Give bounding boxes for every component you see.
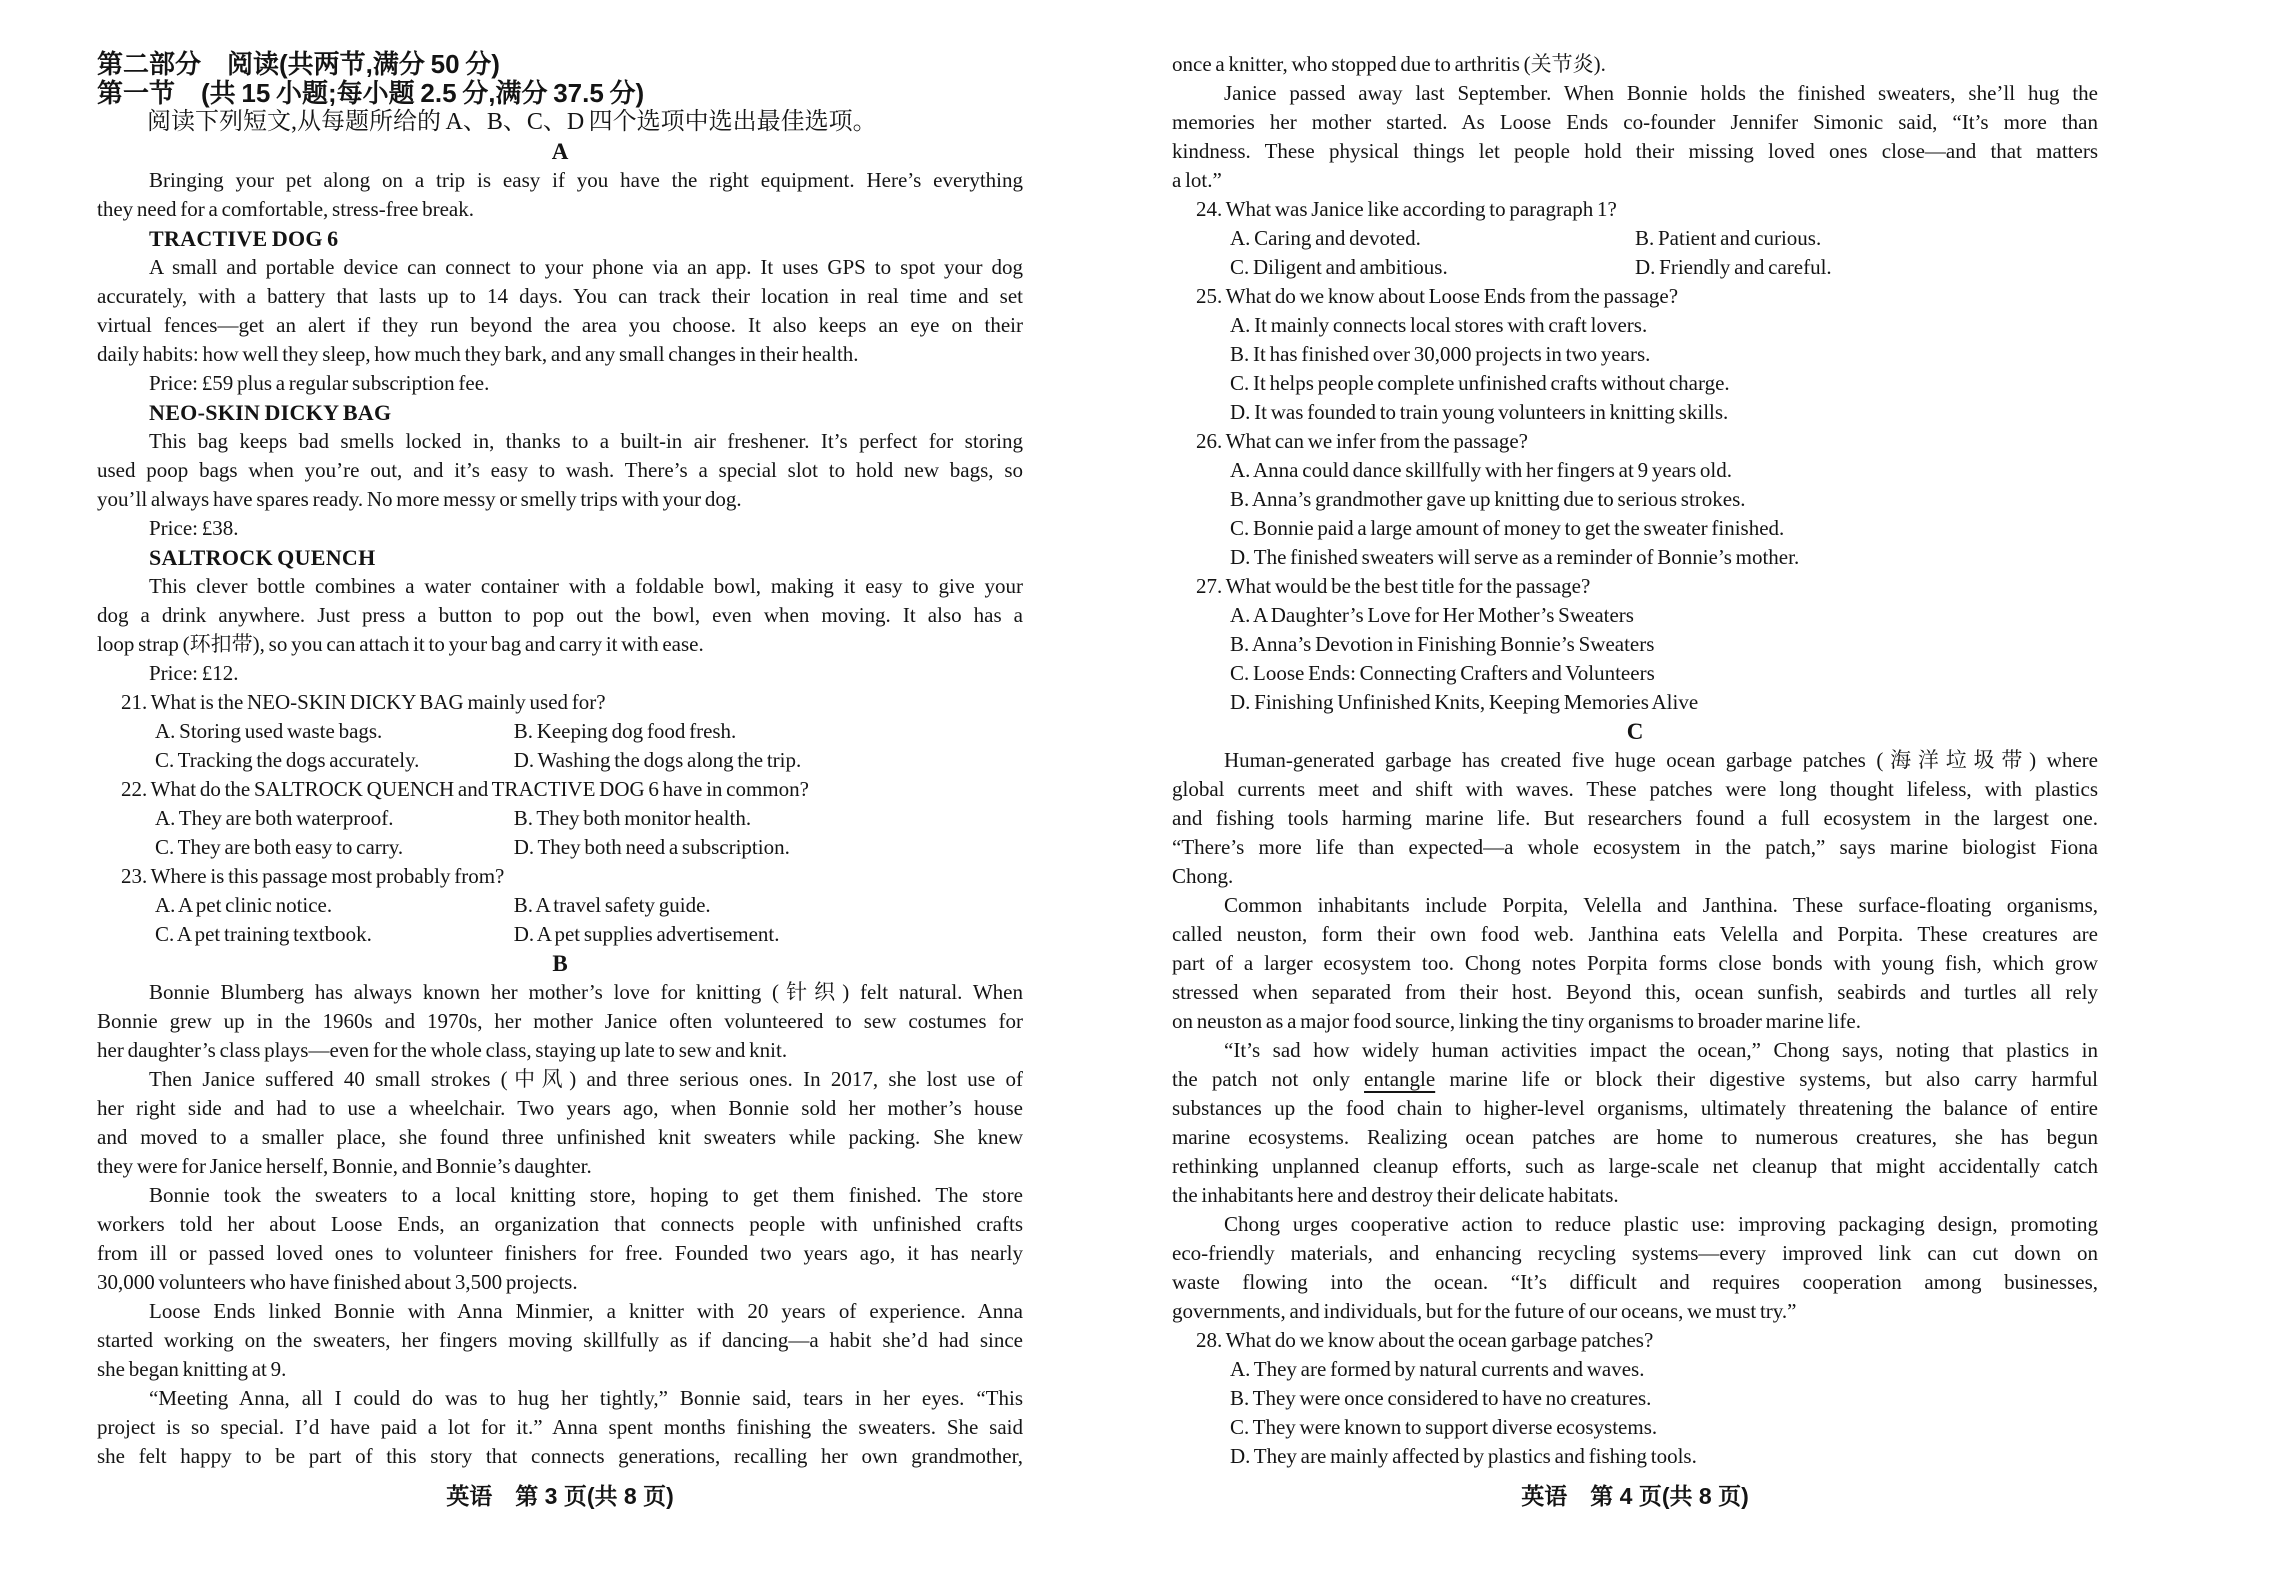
passage-line: kindness. These physical things let people hold their missing loved ones close—and that matters: [1172, 139, 2098, 163]
passage-line: and fishing tools harming marine life. But researchers found a full ecosystem in the largest one.: [1172, 806, 2098, 830]
passage-line: Then Janice suffered 40 small strokes (中风) and three serious ones. In 2017, she lost use of: [149, 1067, 1023, 1091]
passage-line: on neuston as a major food source, linking the tiny organisms to broader marine life.: [1172, 1009, 1861, 1033]
passage-line: [1172, 1065, 2098, 1094]
passage-line: A small and portable device can connect to your phone via an app. It uses GPS to spot your dog: [149, 255, 1023, 279]
option-cell: D. Friendly and careful.: [1635, 255, 1832, 279]
options-row: [97, 717, 1023, 746]
passage-line: her right side and had to use a wheelchair. Two years ago, when Bonnie sold her mother’s house: [97, 1096, 1023, 1120]
question-line: 24. What was Janice like according to paragraph 1?: [1196, 197, 1617, 221]
passage-line: from ill or passed loved ones to volunteer finishers for free. Founded two years ago, it has nearly: [97, 1241, 1023, 1265]
passage-line: Human-generated garbage has created five huge ocean garbage patches (海洋垃圾带) where: [1224, 748, 2098, 772]
passage-line: waste flowing into the ocean. “It’s difficult and requires cooperation among businesses,: [1172, 1270, 2098, 1294]
option-line: A. It mainly connects local stores with craft lovers.: [1230, 313, 1648, 337]
option-line: B. Anna’s grandmother gave up knitting due to serious strokes.: [1230, 487, 1746, 511]
passage-label: B: [552, 951, 568, 976]
options-row: [97, 920, 1023, 949]
passage-line: workers told her about Loose Ends, an organization that connects people with unfinished crafts: [97, 1212, 1023, 1236]
option-cell: A. Storing used waste bags.: [155, 719, 383, 743]
passage-line: Bonnie Blumberg has always known her mother’s love for knitting (针织) felt natural. When: [149, 980, 1023, 1004]
section-heading: 第二部分 阅读(共两节,满分 50 分): [97, 49, 500, 79]
passage-line: “There’s more life than expected—a whole ecosystem in the patch,” says marine biologist Fiona: [1172, 835, 2098, 859]
passage-line: stressed when separated from their host. Beyond this, ocean sunfish, seabirds and turtles all rely: [1172, 980, 2098, 1004]
passage-line: and moved to a smaller place, she found three unfinished knit sweaters while packing. She knew: [97, 1125, 1023, 1149]
question-line: 23. Where is this passage most probably from?: [121, 864, 505, 888]
options-row: [97, 833, 1023, 862]
passage-line: 30,000 volunteers who have finished about 3,500 projects.: [97, 1270, 578, 1294]
page-footer: 英语 第 4 页(共 8 页): [1521, 1483, 1749, 1509]
question-line: 21. What is the NEO-SKIN DICKY BAG mainly used for?: [121, 690, 606, 714]
passage-line: called neuston, form their own food web. Janthina eats Velella and Porpita. These creatures are: [1172, 922, 2098, 946]
passage-line: you’ll always have spares ready. No more messy or smelly trips with your dog.: [97, 487, 742, 511]
right-page-column: [1172, 50, 2098, 1471]
passage-line: daily habits: how well they sleep, how much they bark, and any small changes in their health.: [97, 342, 859, 366]
passage-line: started working on the sweaters, her fingers moving skillfully as if dancing—a habit she’d had since: [97, 1328, 1023, 1352]
passage-line: the inhabitants here and destroy their delicate habitats.: [1172, 1183, 1619, 1207]
passage-line: “It’s sad how widely human activities impact the ocean,” Chong says, noting that plastics in: [1224, 1038, 2098, 1062]
option-cell: A. A pet clinic notice.: [155, 893, 333, 917]
passage-line: her daughter’s class plays—even for the whole class, staying up late to sew and knit.: [97, 1038, 788, 1062]
product-title: TRACTIVE DOG 6: [149, 226, 339, 251]
passage-line: substances up the food chain to higher-level organisms, ultimately threatening the balance of entire: [1172, 1096, 2098, 1120]
left-page-column: [97, 50, 1023, 1471]
question-line: 28. What do we know about the ocean garbage patches?: [1196, 1328, 1654, 1352]
option-line: B. It has finished over 30,000 projects in two years.: [1230, 342, 1651, 366]
passage-line: she felt happy to be part of this story that connects generations, recalling her own grandmother,: [97, 1444, 1023, 1468]
passage-line: Chong.: [1172, 864, 1234, 888]
option-cell: B. Keeping dog food fresh.: [513, 719, 737, 743]
option-cell: C. They are both easy to carry.: [155, 835, 404, 859]
option-line: C. It helps people complete unfinished crafts without charge.: [1230, 371, 1730, 395]
passage-line: This bag keeps bad smells locked in, thanks to a built-in air freshener. It’s perfect for storing: [149, 429, 1023, 453]
option-cell: D. They both need a subscription.: [513, 835, 790, 859]
passage-line: once a knitter, who stopped due to arthritis (关节炎).: [1172, 52, 1606, 76]
option-cell: C. Tracking the dogs accurately.: [155, 748, 420, 772]
option-cell: C. A pet training textbook.: [155, 922, 372, 946]
option-cell: A. Caring and devoted.: [1230, 226, 1421, 250]
option-line: D. Finishing Unfinished Knits, Keeping Memories Alive: [1230, 690, 1699, 714]
passage-line: global currents meet and shift with waves. These patches were long thought lifeless, with plastics: [1172, 777, 2098, 801]
passage-line: rethinking unplanned cleanup efforts, such as large-scale net cleanup that might accidentally catch: [1172, 1154, 2098, 1178]
passage-line: marine ecosystems. Realizing ocean patches are home to numerous creatures, she has begun: [1172, 1125, 2098, 1149]
passage-line: accurately, with a battery that lasts up to 14 days. You can track their location in real time and set: [97, 284, 1023, 308]
option-line: A. A Daughter’s Love for Her Mother’s Sweaters: [1230, 603, 1634, 627]
underlined-word: entangle: [1364, 1067, 1436, 1091]
passage-line: governments, and individuals, but for the future of our oceans, we must try.”: [1172, 1299, 1797, 1323]
option-line: A. Anna could dance skillfully with her fingers at 9 years old.: [1230, 458, 1732, 482]
option-line: D. It was founded to train young volunteers in knitting skills.: [1230, 400, 1729, 424]
option-line: A. They are formed by natural currents and waves.: [1230, 1357, 1645, 1381]
passage-line: dog a drink anywhere. Just press a button to pop out the bowl, even when moving. It also has a: [97, 603, 1023, 627]
section-heading: 第一节 (共 15 小题;每小题 2.5 分,满分 37.5 分): [97, 78, 645, 108]
passage-line: used poop bags when you’re out, and it’s easy to wash. There’s a special slot to hold new bags, so: [97, 458, 1023, 482]
passage-line: virtual fences—get an alert if they run beyond the area you choose. It also keeps an eye on their: [97, 313, 1023, 337]
passage-line: loop strap (环扣带), so you can attach it to your bag and carry it with ease.: [97, 632, 704, 656]
option-line: C. They were known to support diverse ecosystems.: [1230, 1415, 1658, 1439]
passage-line: she began knitting at 9.: [97, 1357, 287, 1381]
option-line: D. The finished sweaters will serve as a reminder of Bonnie’s mother.: [1230, 545, 1800, 569]
passage-text: the patch not only: [1172, 1067, 1365, 1091]
page-footer: 英语 第 3 页(共 8 页): [446, 1483, 674, 1509]
price-line: Price: £59 plus a regular subscription fee.: [149, 371, 490, 395]
passage-line: a lot.”: [1172, 168, 1222, 192]
passage-line: part of a larger ecosystem too. Chong notes Porpita forms close bonds with young fish, which grow: [1172, 951, 2098, 975]
passage-line: Common inhabitants include Porpita, Velella and Janthina. These surface-floating organisms,: [1224, 893, 2098, 917]
passage-line: Bringing your pet along on a trip is easy if you have the right equipment. Here’s everything: [149, 168, 1023, 192]
passage-line: they were for Janice herself, Bonnie, and Bonnie’s daughter.: [97, 1154, 592, 1178]
option-cell: B. Patient and curious.: [1635, 226, 1822, 250]
option-cell: B. A travel safety guide.: [513, 893, 711, 917]
passage-label: C: [1626, 719, 1644, 744]
passage-line: project is so special. I’d have paid a lot for it.” Anna spent months finishing the sweaters. She said: [97, 1415, 1023, 1439]
option-cell: B. They both monitor health.: [513, 806, 752, 830]
option-cell: D. Washing the dogs along the trip.: [513, 748, 802, 772]
price-line: Price: £38.: [149, 516, 239, 540]
passage-line: they need for a comfortable, stress-free break.: [97, 197, 474, 221]
passage-text: marine life or block their digestive systems, but also carry harmful: [1435, 1067, 2098, 1091]
option-line: B. They were once considered to have no creatures.: [1230, 1386, 1652, 1410]
product-title: NEO-SKIN DICKY BAG: [149, 400, 392, 425]
passage-label: A: [551, 139, 569, 164]
passage-line: This clever bottle combines a water container with a foldable bowl, making it easy to give your: [149, 574, 1023, 598]
product-title: SALTROCK QUENCH: [149, 545, 376, 570]
option-line: B. Anna’s Devotion in Finishing Bonnie’s Sweaters: [1230, 632, 1655, 656]
passage-line: Chong urges cooperative action to reduce plastic use: improving packaging design, promoting: [1224, 1212, 2098, 1236]
option-line: D. They are mainly affected by plastics and fishing tools.: [1230, 1444, 1697, 1468]
passage-line: Bonnie took the sweaters to a local knitting store, hoping to get them finished. The store: [149, 1183, 1023, 1207]
options-row: [1172, 253, 2098, 282]
options-row: [97, 746, 1023, 775]
options-row: [97, 891, 1023, 920]
question-line: 25. What do we know about Loose Ends from the passage?: [1196, 284, 1679, 308]
price-line: Price: £12.: [149, 661, 239, 685]
passage-line: memories her mother started. As Loose Ends co-founder Jennifer Simonic said, “It’s more than: [1172, 110, 2098, 134]
passage-line: Bonnie grew up in the 1960s and 1970s, her mother Janice often volunteered to sew costumes for: [97, 1009, 1023, 1033]
question-line: 26. What can we infer from the passage?: [1196, 429, 1528, 453]
option-cell: C. Diligent and ambitious.: [1230, 255, 1448, 279]
options-row: [97, 804, 1023, 833]
passage-line: Loose Ends linked Bonnie with Anna Minmier, a knitter with 20 years of experience. Anna: [149, 1299, 1023, 1323]
instruction-line: 阅读下列短文,从每题所给的 A、B、C、D 四个选项中选出最佳选项。: [147, 109, 877, 135]
option-line: C. Bonnie paid a large amount of money to get the sweater finished.: [1230, 516, 1785, 540]
passage-line: eco-friendly materials, and enhancing recycling systems—every improved link can cut down on: [1172, 1241, 2098, 1265]
passage-line: “Meeting Anna, all I could do was to hug her tightly,” Bonnie said, tears in her eyes. “This: [149, 1386, 1023, 1410]
question-line: 22. What do the SALTROCK QUENCH and TRACTIVE DOG 6 have in common?: [121, 777, 809, 801]
option-cell: D. A pet supplies advertisement.: [513, 922, 780, 946]
option-cell: A. They are both waterproof.: [155, 806, 394, 830]
option-line: C. Loose Ends: Connecting Crafters and Volunteers: [1230, 661, 1655, 685]
question-line: 27. What would be the best title for the passage?: [1196, 574, 1591, 598]
options-row: [1172, 224, 2098, 253]
passage-line: Janice passed away last September. When Bonnie holds the finished sweaters, she’ll hug the: [1224, 81, 2098, 105]
